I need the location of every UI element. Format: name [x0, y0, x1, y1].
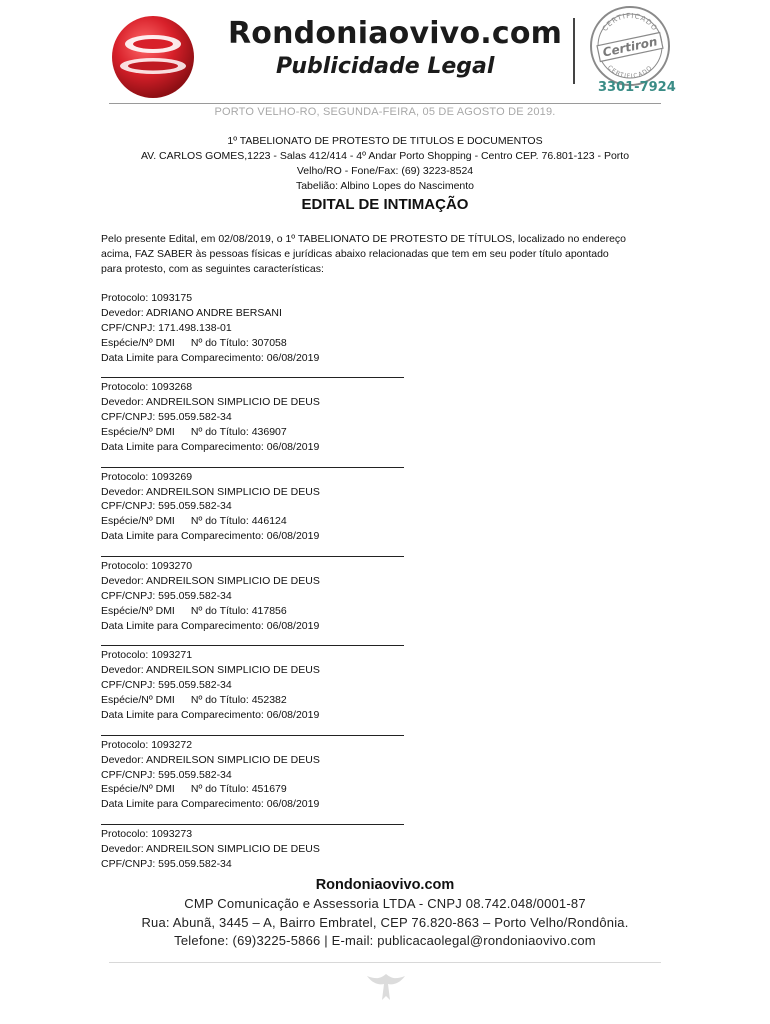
document-title: EDITAL DE INTIMAÇÃO: [301, 196, 469, 213]
devedor-value: ANDREILSON SIMPLICIO DE DEUS: [145, 574, 320, 587]
devedor-label: Devedor:: [101, 574, 146, 587]
cpf-label: CPF/CNPJ:: [101, 768, 159, 781]
titulo-value: 452382: [251, 694, 287, 707]
cpf-value: 595.059.582-34: [158, 411, 232, 424]
intro-paragraph: [101, 232, 676, 277]
protocolo-label: Protocolo:: [101, 381, 152, 394]
data-limite-label: Data Limite para Comparecimento:: [101, 440, 267, 453]
especie-line: [101, 693, 501, 708]
data-limite-value: 06/08/2019: [266, 530, 320, 543]
especie-label: Espécie/Nº DMI: [101, 336, 175, 349]
titulo-label: Nº do Título:: [190, 694, 252, 707]
intro-line: acima, FAZ SABER às pessoas físicas e jurídicas abaixo relacionadas que tem em seu poder título apontado: [101, 248, 609, 260]
cpf-line: [101, 410, 501, 425]
titulo-label: Nº do Título:: [190, 426, 252, 439]
cpf-label: CPF/CNPJ:: [101, 589, 159, 602]
titulo-label: Nº do Título:: [190, 336, 252, 349]
especie-label: Espécie/Nº DMI: [101, 515, 175, 528]
page-footer: [0, 875, 770, 951]
cpf-label: CPF/CNPJ:: [101, 411, 159, 424]
devedor-value: ANDREILSON SIMPLICIO DE DEUS: [145, 753, 320, 766]
record-separator: [101, 723, 404, 738]
svg-text:CERTIFICADO: [601, 12, 659, 33]
protocolo-line: [101, 380, 501, 395]
seal-text-bottom: CERTIFICADO: [605, 64, 655, 81]
protocolo-value: 1093175: [151, 292, 193, 304]
data-limite-value: 06/08/2019: [266, 708, 320, 721]
data-limite-line: [101, 351, 501, 366]
protocolo-line: [101, 827, 501, 842]
cpf-value: 595.059.582-34: [158, 857, 232, 870]
cpf-value: 595.059.582-34: [158, 768, 232, 781]
record-separator: [101, 455, 404, 470]
protocolo-line: [101, 291, 501, 306]
cpf-label: CPF/CNPJ:: [101, 500, 159, 513]
data-limite-label: Data Limite para Comparecimento:: [101, 798, 267, 811]
protocolo-label: Protocolo:: [101, 738, 152, 751]
cpf-value: 171.498.138-01: [158, 321, 232, 334]
data-limite-line: [101, 619, 501, 634]
data-limite-value: 06/08/2019: [266, 351, 320, 364]
data-limite-label: Data Limite para Comparecimento:: [101, 619, 267, 632]
devedor-line: [101, 753, 501, 768]
rondoniaovivo-logo-icon: [110, 14, 196, 100]
protocolo-value: 1093273: [151, 828, 193, 841]
protocolo-value: 1093269: [151, 470, 193, 483]
titulo-value: 446124: [251, 515, 287, 528]
devedor-label: Devedor:: [101, 753, 146, 766]
cpf-line: [101, 499, 501, 514]
footer-rule: [109, 962, 661, 963]
header-divider: [573, 18, 575, 84]
data-limite-value: 06/08/2019: [266, 440, 320, 453]
protocolo-value: 1093270: [151, 560, 193, 573]
protocolo-label: Protocolo:: [101, 470, 152, 483]
protocolo-label: Protocolo:: [101, 649, 152, 662]
protocolo-line: [101, 738, 501, 753]
data-limite-value: 06/08/2019: [266, 619, 320, 632]
devedor-value: ANDREILSON SIMPLICIO DE DEUS: [145, 485, 320, 498]
protocolo-line: [101, 648, 501, 663]
titulo-label: Nº do Título:: [190, 604, 252, 617]
header-phone: 3301-7924: [598, 80, 676, 95]
devedor-line: [101, 842, 501, 857]
data-limite-line: [101, 708, 501, 723]
dateline: PORTO VELHO-RO, SEGUNDA-FEIRA, 05 DE AGOSTO DE 2019.: [214, 106, 556, 118]
data-limite-label: Data Limite para Comparecimento:: [101, 351, 267, 364]
office-line-4: Tabelião: Albino Lopes do Nascimento: [295, 180, 475, 192]
cpf-line: [101, 678, 501, 693]
footer-address: Rua: Abunã, 3445 – A, Bairro Embratel, CEP 76.820-863 – Porto Velho/Rondônia.: [141, 914, 629, 930]
office-line-2: AV. CARLOS GOMES,1223 - Salas 412/414 - 4º Andar Porto Shopping - Centro CEP. 76.801-123 - Porto: [140, 150, 630, 162]
protocolo-value: 1093271: [151, 649, 193, 662]
devedor-value: ANDREILSON SIMPLICIO DE DEUS: [145, 396, 320, 409]
certiron-seal-icon: [588, 4, 672, 88]
devedor-value: ANDREILSON SIMPLICIO DE DEUS: [145, 842, 320, 855]
records-list: [101, 291, 501, 872]
cpf-value: 595.059.582-34: [158, 500, 232, 513]
intro-line: para protesto, com as seguintes características:: [101, 263, 324, 275]
record-separator: [101, 365, 404, 380]
devedor-label: Devedor:: [101, 664, 146, 677]
devedor-label: Devedor:: [101, 306, 146, 319]
protocolo-value: 1093268: [151, 381, 193, 394]
data-limite-line: [101, 797, 501, 812]
especie-line: [101, 604, 501, 619]
bird-emblem-icon: [363, 966, 409, 1006]
seal-text-center: Certiron: [601, 34, 659, 60]
data-limite-value: 06/08/2019: [266, 798, 320, 811]
footer-brand: Rondoniaovivo.com: [315, 877, 455, 893]
header-rule: [109, 103, 661, 104]
data-limite-label: Data Limite para Comparecimento:: [101, 708, 267, 721]
especie-label: Espécie/Nº DMI: [101, 604, 175, 617]
titulo-value: 307058: [251, 336, 287, 349]
record-separator: [101, 544, 404, 559]
especie-label: Espécie/Nº DMI: [101, 783, 175, 796]
cpf-value: 595.059.582-34: [158, 589, 232, 602]
svg-text:CERTIFICADO: [606, 64, 654, 80]
cpf-label: CPF/CNPJ:: [101, 321, 159, 334]
data-limite-line: [101, 529, 501, 544]
office-line-3: Velho/RO - Fone/Fax: (69) 3223-8524: [296, 165, 474, 177]
titulo-label: Nº do Título:: [190, 783, 252, 796]
especie-line: [101, 782, 501, 797]
footer-company: CMP Comunicação e Assessoria LTDA - CNPJ 08.742.048/0001-87: [184, 896, 586, 911]
protocolo-value: 1093272: [151, 738, 193, 751]
devedor-label: Devedor:: [101, 842, 146, 855]
cpf-value: 595.059.582-34: [158, 679, 232, 692]
devedor-line: [101, 485, 501, 500]
protocolo-label: Protocolo:: [101, 292, 152, 304]
office-line-1: 1º TABELIONATO DE PROTESTO DE TITULOS E DOCUMENTOS: [227, 135, 543, 147]
cpf-line: [101, 768, 501, 783]
especie-label: Espécie/Nº DMI: [101, 694, 175, 707]
devedor-line: [101, 663, 501, 678]
seal-text-top: CERTIFICADO: [601, 11, 659, 33]
cpf-line: [101, 321, 501, 336]
devedor-line: [101, 574, 501, 589]
intro-line: Pelo presente Edital, em 02/08/2019, o 1º TABELIONATO DE PROTESTO DE TÍTULOS, localizado no endereço: [101, 233, 627, 245]
devedor-line: [101, 306, 501, 321]
especie-line: [101, 425, 501, 440]
devedor-label: Devedor:: [101, 396, 146, 409]
devedor-value: ANDREILSON SIMPLICIO DE DEUS: [145, 664, 320, 677]
brand-subtitle: Publicidade Legal: [276, 54, 495, 79]
cpf-label: CPF/CNPJ:: [101, 857, 159, 870]
data-limite-line: [101, 440, 501, 455]
titulo-label: Nº do Título:: [190, 515, 252, 528]
protocolo-label: Protocolo:: [101, 828, 152, 841]
titulo-value: 417856: [251, 604, 287, 617]
devedor-label: Devedor:: [101, 485, 146, 498]
cpf-label: CPF/CNPJ:: [101, 679, 159, 692]
titulo-value: 436907: [251, 426, 287, 439]
devedor-value: ADRIANO ANDRE BERSANI: [145, 306, 282, 319]
page-header: [0, 0, 770, 104]
data-limite-label: Data Limite para Comparecimento:: [101, 530, 267, 543]
especie-line: [101, 514, 501, 529]
brand-name: Rondoniaovivo.com: [228, 16, 563, 51]
record-separator: [101, 633, 404, 648]
especie-line: [101, 336, 501, 351]
cpf-line: [101, 857, 501, 872]
protocolo-label: Protocolo:: [101, 560, 152, 573]
devedor-line: [101, 395, 501, 410]
cpf-line: [101, 589, 501, 604]
protocolo-line: [101, 470, 501, 485]
especie-label: Espécie/Nº DMI: [101, 426, 175, 439]
footer-contact: Telefone: (69)3225-5866 | E-mail: publicacaolegal@rondoniaovivo.com: [174, 933, 596, 948]
record-separator: [101, 812, 404, 827]
protocolo-line: [101, 559, 501, 574]
titulo-value: 451679: [251, 783, 287, 796]
